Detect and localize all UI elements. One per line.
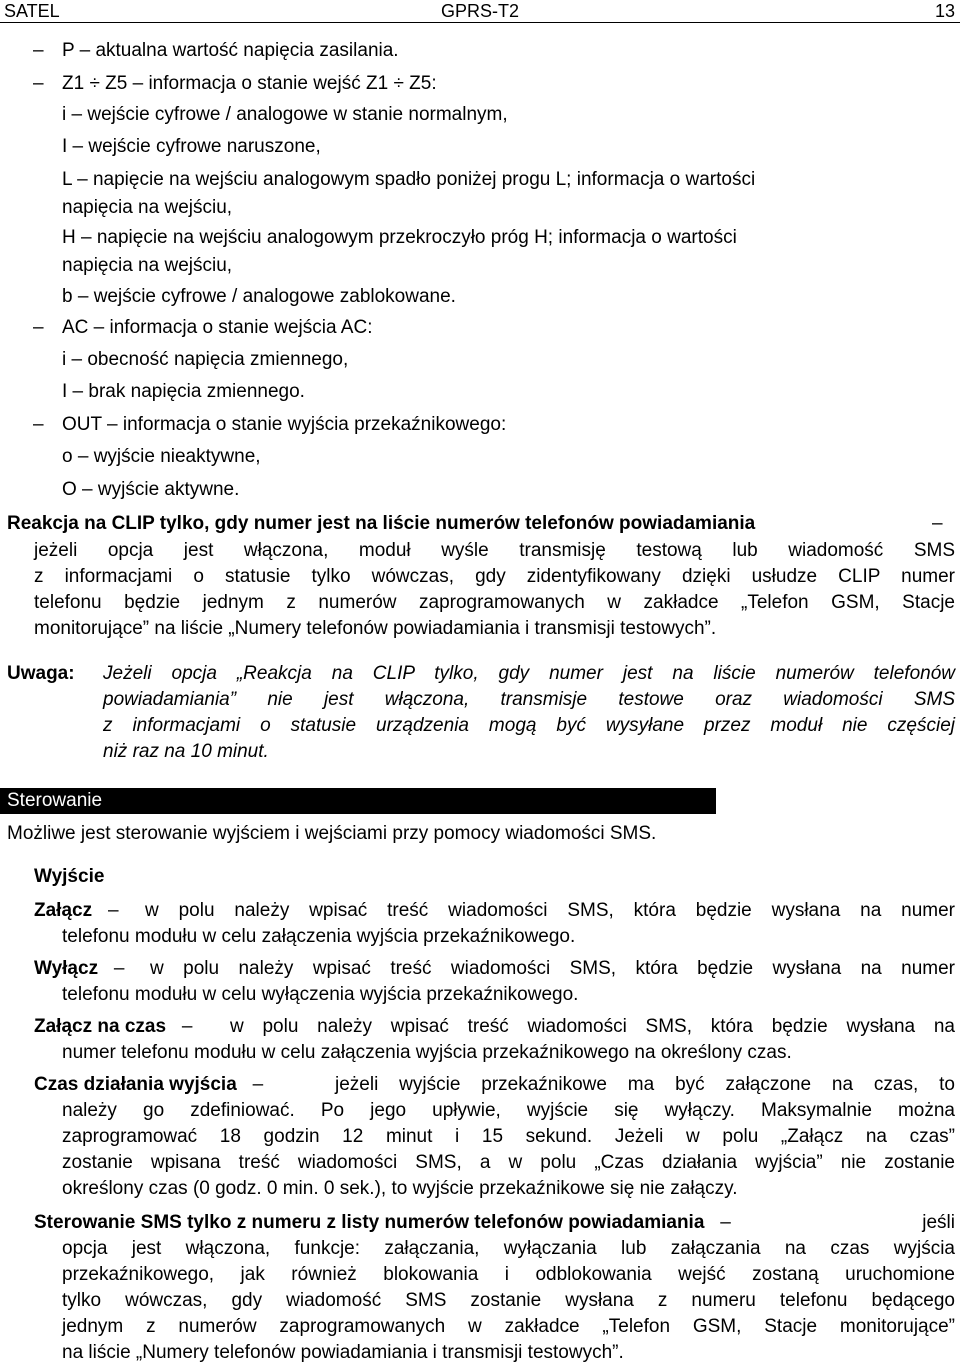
option-clip-title-row [7, 511, 957, 537]
item-term: Sterowanie SMS tylko z numeru z listy numerów telefonów powiadamiania [34, 1212, 705, 1233]
item-desc: jeżeli wyjście przekaźnikowe ma być załączone na czas, to [335, 1074, 955, 1095]
state-item-continuation: napięcia na wejściu, [62, 255, 233, 276]
header-brand: SATEL [4, 1, 60, 21]
state-item: O – wyjście aktywne. [62, 479, 240, 500]
item-zalacz [34, 898, 955, 924]
item-term-row [34, 956, 125, 982]
page-header [0, 0, 960, 23]
item-desc: opcja jest włączona, funkcje: załączania, wyłączania lub załączania na czas wyjścia [62, 1238, 955, 1259]
bullet-item: Z1 ÷ Z5 – informacja o stanie wejść Z1 ÷ Z5: [62, 73, 437, 94]
bullet-dash: – [33, 73, 44, 94]
item-term-row [34, 898, 119, 924]
option-clip-title: Reakcja na CLIP tylko, gdy numer jest na liście numerów telefonów powiadamiania [7, 513, 756, 534]
option-clip-desc: z informacjami o statusie tylko wówczas, gdy zidentyfikowany dzięki usłudze CLIP numer [34, 566, 955, 587]
note-text: powiadamiania” nie jest włączona, transmisje testowe oraz wiadomości SMS [103, 689, 955, 710]
item-term: Wyłącz [34, 958, 99, 979]
item-desc: zaprogramować 18 godzin 12 minut i 15 sekund. Jeżeli w polu „Załącz na czas” [62, 1126, 955, 1147]
item-dash: – [113, 958, 125, 979]
option-clip-desc: monitorujące” na liście „Numery telefonów powiadamiania i transmisji testowych”. [34, 618, 717, 639]
note-text: niż raz na 10 minut. [103, 741, 269, 762]
header-model: GPRS-T2 [441, 1, 520, 21]
item-term-row [34, 1072, 263, 1098]
bullet-item: P – aktualna wartość napięcia zasilania. [62, 40, 399, 61]
item-desc: jeśli [922, 1212, 955, 1233]
item-desc: określony czas (0 godz. 0 min. 0 sek.), to wyjście przekaźnikowe się nie załączy. [62, 1178, 738, 1199]
item-desc: należy go zdefiniować. Po jego upływie, wyjście się wyłączy. Maksymalnie można [62, 1100, 955, 1121]
item-dash: – [181, 1016, 193, 1037]
state-item: b – wejście cyfrowe / analogowe zablokowane. [62, 286, 456, 307]
state-item-continuation: napięcia na wejściu, [62, 197, 233, 218]
item-desc: w polu należy wpisać treść wiadomości SMS, która będzie wysłana na numer [150, 958, 955, 979]
item-zalacz-na-czas [34, 1014, 955, 1040]
subsection-heading: Wyjście [34, 866, 105, 887]
item-desc: przekaźnikowego, jak również blokowania i odblokowania wejść zostaną uruchomione [62, 1264, 955, 1285]
item-desc: tylko wówczas, gdy wiadomość SMS zostanie wysłana z numeru telefonu będącego [62, 1290, 955, 1311]
state-item: L – napięcie na wejściu analogowym spadło poniżej progu L; informacja o wartości [62, 169, 756, 190]
option-dash: – [932, 513, 943, 534]
item-desc: w polu należy wpisać treść wiadomości SMS, która będzie wysłana na [230, 1016, 955, 1037]
note-label: Uwaga: [7, 663, 75, 684]
bullet-item: OUT – informacja o stanie wyjścia przekaźnikowego: [62, 414, 507, 435]
note-text: Jeżeli opcja „Reakcja na CLIP tylko, gdy numer jest na liście numerów telefonów [103, 663, 955, 684]
item-desc: zostanie wpisana treść wiadomości SMS, a w polu „Czas działania wyjścia” nie zostanie [62, 1152, 955, 1173]
item-term: Załącz [34, 900, 93, 921]
item-dash: – [252, 1074, 264, 1095]
bullet-dash: – [33, 317, 44, 338]
item-sterowanie-sms [34, 1210, 955, 1236]
state-item: I – brak napięcia zmiennego. [62, 381, 305, 402]
item-desc: telefonu modułu w celu wyłączenia wyjścia przekaźnikowego. [62, 984, 579, 1005]
item-wylacz [34, 956, 955, 982]
item-term: Czas działania wyjścia [34, 1074, 237, 1095]
state-item: H – napięcie na wejściu analogowym przekroczyło próg H; informacja o wartości [62, 227, 737, 248]
item-desc: jednym z numerów zaprogramowanych w zakładce „Telefon GSM, Stacje monitorujące” [62, 1316, 955, 1337]
item-desc: numer telefonu modułu w celu załączenia wyjścia przekaźnikowego na określony czas. [62, 1042, 792, 1063]
item-desc: w polu należy wpisać treść wiadomości SMS, która będzie wysłana na numer [145, 900, 955, 921]
item-dash: – [720, 1212, 731, 1233]
section-heading-band [0, 788, 716, 814]
state-item: I – wejście cyfrowe naruszone, [62, 136, 321, 157]
bullet-dash: – [33, 414, 44, 435]
section-heading: Sterowanie [7, 790, 103, 811]
item-dash: – [107, 900, 119, 921]
state-item: i – wejście cyfrowe / analogowe w stanie normalnym, [62, 104, 508, 125]
item-term-row [34, 1014, 192, 1040]
option-clip-desc: telefonu będzie jednym z numerów zaprogramowanych w zakładce „Telefon GSM, Stacje [34, 592, 955, 613]
section-intro: Możliwe jest sterowanie wyjściem i wejściami przy pomocy wiadomości SMS. [7, 823, 657, 844]
item-term-row [34, 1210, 731, 1236]
note-text: z informacjami o statusie urządzenia mogą być wysyłane przez moduł nie częściej [103, 715, 955, 736]
state-item: i – obecność napięcia zmiennego, [62, 349, 349, 370]
item-desc: na liście „Numery telefonów powiadamiania i transmisji testowych”. [62, 1342, 624, 1363]
bullet-dash: – [33, 40, 44, 61]
item-term: Załącz na czas [34, 1016, 167, 1037]
state-item: o – wyjście nieaktywne, [62, 446, 261, 467]
option-clip-desc: jeżeli opcja jest włączona, moduł wyśle transmisję testową lub wiadomość SMS [34, 540, 955, 561]
bullet-item: AC – informacja o stanie wejścia AC: [62, 317, 373, 338]
header-page-number: 13 [935, 1, 956, 21]
item-desc: telefonu modułu w celu załączenia wyjścia przekaźnikowego. [62, 926, 576, 947]
item-czas-dzialania [34, 1072, 955, 1098]
